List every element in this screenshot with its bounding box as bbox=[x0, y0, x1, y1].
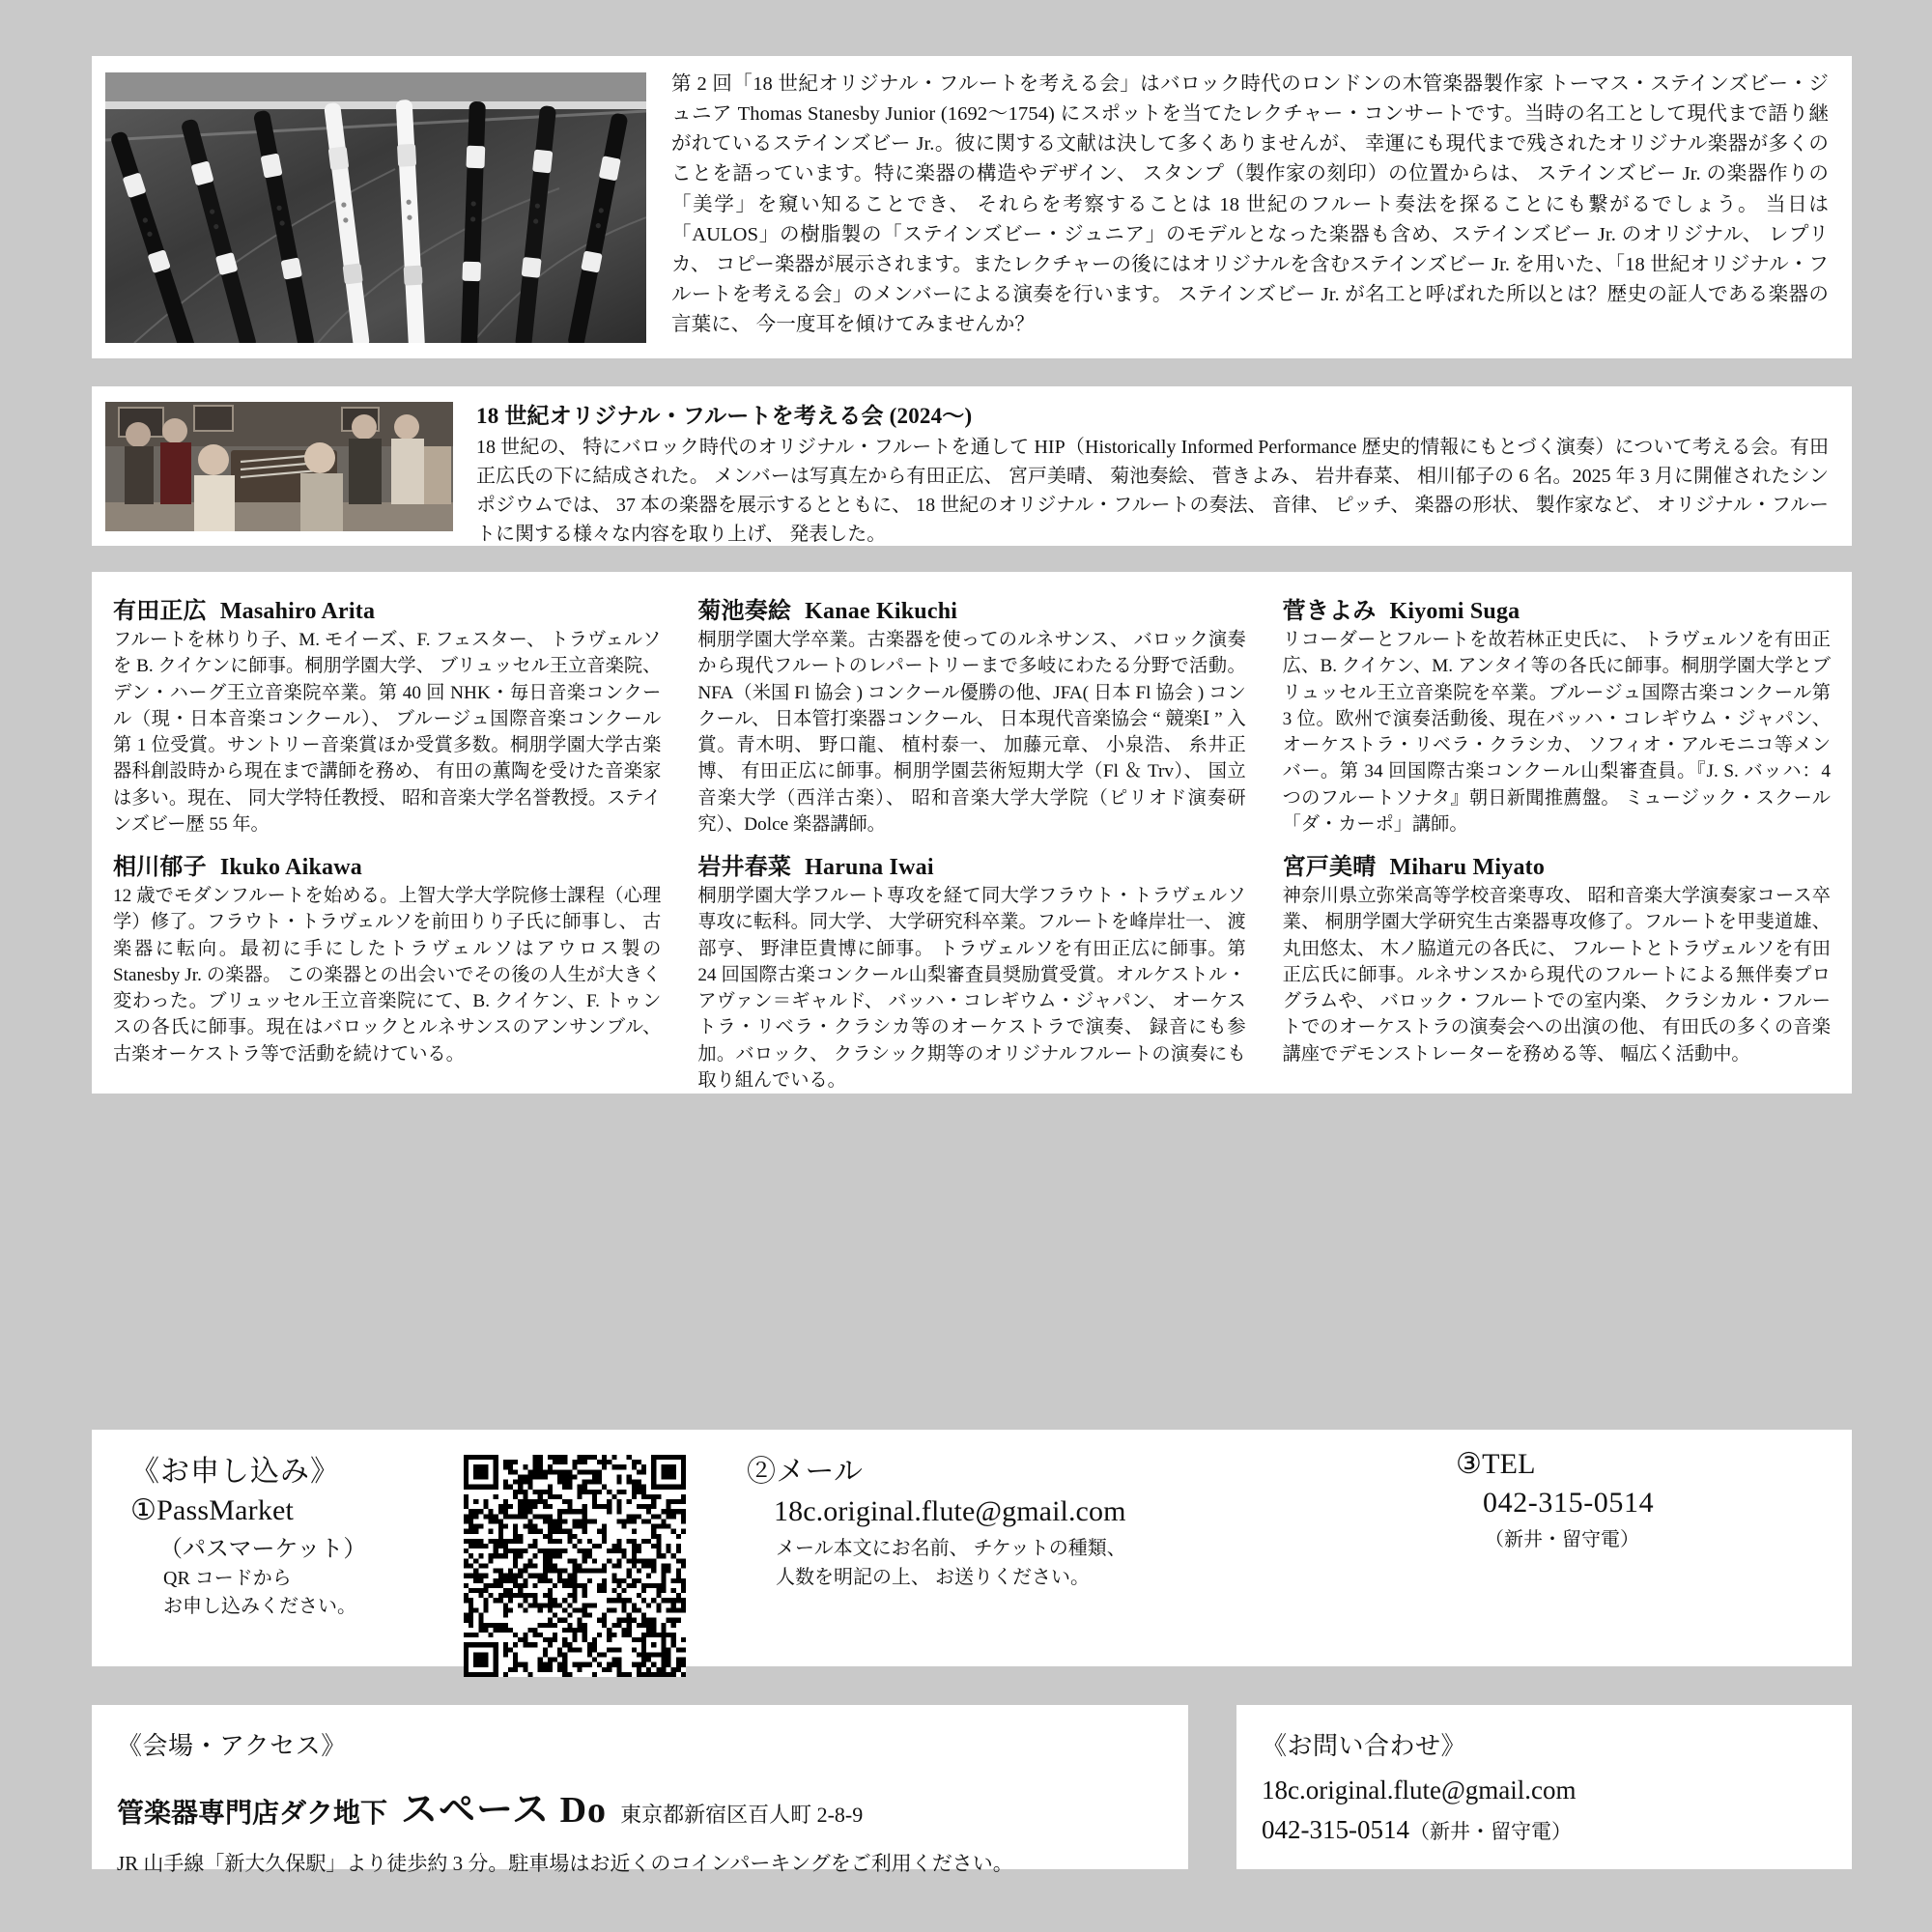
bio-name-ja: 菅きよみ bbox=[1282, 599, 1377, 624]
contact-phone-number: 042-315-0514 bbox=[1262, 1815, 1409, 1844]
venue-address: 東京都新宿区百人町 2-8-9 bbox=[620, 1803, 864, 1827]
bio-name-en: Masahiro Arita bbox=[219, 599, 376, 624]
bio-body-arita: フルートを林りり子、M. モイーズ、F. フェスター、 トラヴェルソを B. クイケンに師事。桐朋学園大学、 ブリュッセル王立音楽院、 デン・ハーグ王立音楽院卒業。第 40 回 NHK・毎日音楽コンクール（現・日本音楽コンクール）、 ブルージュ国際音楽コンクール第 1 位受賞。サントリー音楽賞ほか受賞多数。桐朋学園大学古楽器科創設時から現在まで講師を務め、 有田の薫陶を受けた音楽家は多い。現在、 同大学特任教授、 昭和音楽大学名誉教授。ステインズビー歴 55 年。 bbox=[113, 630, 662, 835]
venue-shop-name: 管楽器専門店ダク地下 bbox=[117, 1799, 388, 1829]
email-instruction-line1: メール本文にお名前、 チケットの種類、 bbox=[776, 1538, 1126, 1559]
application-section bbox=[92, 1430, 1852, 1666]
bio-name-ja: 宮戸美晴 bbox=[1282, 855, 1377, 881]
venue-access-section bbox=[92, 1705, 1188, 1875]
bio-suga bbox=[1283, 585, 1831, 838]
venue-heading: 《会場・アクセス》 bbox=[117, 1732, 347, 1760]
bio-name-arita bbox=[113, 591, 661, 625]
bio-name-en: Kanae Kikuchi bbox=[805, 599, 958, 624]
bio-miyato bbox=[1283, 841, 1831, 1094]
group-title: 18 世紀オリジナル・フルートを考える会 (2024〜) bbox=[476, 404, 973, 428]
contact-phone[interactable] bbox=[1262, 1815, 1827, 1845]
bio-name-ja: 有田正広 bbox=[113, 599, 207, 624]
bio-name-ja: 菊池奏絵 bbox=[697, 599, 792, 624]
bio-arita bbox=[113, 585, 661, 838]
application-method-tel: ③TEL bbox=[1456, 1448, 1536, 1480]
intro-section bbox=[92, 56, 1852, 358]
bio-iwai bbox=[697, 841, 1245, 1094]
passmarket-kana: （パスマーケット） bbox=[159, 1537, 367, 1562]
phone-note: （新井・留守電） bbox=[1485, 1529, 1639, 1550]
contact-email[interactable]: 18c.original.flute@gmail.com bbox=[1262, 1776, 1577, 1804]
email-instruction-line2: 人数を明記の上、 お送りください。 bbox=[776, 1567, 1090, 1588]
bio-body-iwai: 桐朋学園大学フルート専攻を経て同大学フラウト・トラヴェルソ専攻に転科。同大学、 大学研究科卒業。フルートを峰岸壮一、 渡部亨、 野津臣貴博に師事。 トラヴェルソを有田正広に師事。第 24 回国際古楽コンクール山梨審査員奨励賞受賞。オルケストル・アヴァン＝ギャルド、 バッハ・コレギウム・ジャパン、 オーケストラ・リベラ・クラシカ等のオーケストラで演奏、 録音にも参加。バロック、 クラシック期等のオリジナルフルートの演奏にも取り組んでいる。 bbox=[697, 886, 1246, 1091]
application-method-email: ②メール bbox=[747, 1456, 864, 1488]
venue-access-note: JR 山手線「新大久保駅」より徒歩約 3 分。駐車場はお近くのコインパーキングをご利用ください。 bbox=[117, 1852, 1013, 1875]
bio-name-en: Haruna Iwai bbox=[805, 855, 934, 881]
bio-name-en: Ikuko Aikawa bbox=[219, 855, 362, 881]
bio-name-en: Kiyomi Suga bbox=[1389, 599, 1520, 624]
group-section bbox=[92, 386, 1852, 546]
group-body: 18 世紀の、 特にバロック時代のオリジナル・フルートを通して HIP（Historically Informed Performance 歴史的情報にもとづく演奏）について考える会。有田正広氏の下に結成された。 メンバーは写真左から有田正広、 宮戸美晴、 菊池奏絵、 菅きよみ、 岩井春菜、 相川郁子の 6 名。2025 年 3 月に開催されたシンポジウムでは、 37 本の楽器を展示するとともに、 18 世紀のオリジナル・フルートの奏法、 音律、 ピッチ、 楽器の形状、 製作家など、 オリジナル・フルートに関する様々な内容を取り上げ、 発表した。 bbox=[476, 437, 1829, 545]
bio-name-suga bbox=[1283, 591, 1831, 625]
members-group-photo bbox=[105, 402, 453, 531]
bio-name-ja: 岩井春菜 bbox=[697, 855, 792, 881]
bio-name-aikawa bbox=[113, 847, 661, 881]
bio-name-miyato bbox=[1283, 847, 1831, 881]
contact-section bbox=[1236, 1705, 1852, 1869]
passmarket-qr-code[interactable] bbox=[464, 1455, 686, 1677]
performer-bios-section bbox=[92, 572, 1852, 1094]
bio-body-suga: リコーダーとフルートを故若林正史氏に、 トラヴェルソを有田正広、B. クイケン、M. アンタイ等の各氏に師事。桐朋学園大学とブリュッセル王立音楽院を卒業。ブルージュ国際古楽コンクール第 3 位。欧州で演奏活動後、現在バッハ・コレギウム・ジャパン、 オーケストラ・リベラ・クラシカ、 ソフィオ・アルモニコ等メンバー。第 34 回国際古楽コンクール山梨審査員。『J. S. バッハ：4 つのフルートソナタ』朝日新聞推薦盤。 ミュージック・スクール「ダ・カーポ」講師。 bbox=[1282, 630, 1831, 835]
contact-phone-note: （新井・留守電） bbox=[1408, 1820, 1572, 1843]
contact-heading: 《お問い合わせ》 bbox=[1262, 1732, 1467, 1760]
bio-body-aikawa: 12 歳でモダンフルートを始める。上智大学大学院修士課程（心理学）修了。フラウト・トラヴェルソを前田りり子氏に師事し、 古楽器に転向。最初に手にしたトラヴェルソはアウロス製の Stanesby Jr. の楽器。 この楽器との出会いでその後の人生が大きく変わった。ブリュッセル王立音楽院にて、B. クイケン、F. トゥンスの各氏に師事。現在はバロックとルネサンスのアンサンブル、 古楽オーケストラ等で活動を続けている。 bbox=[113, 886, 662, 1065]
bio-body-miyato: 神奈川県立弥栄高等学校音楽専攻、 昭和音楽大学演奏家コース卒業、 桐朋学園大学研究生古楽器専攻修了。フルートを甲斐道雄、 丸田悠太、 木ノ脇道元の各氏に、 フルートとトラヴェルソを有田正広氏に師事。ルネサンスから現代のフルートによる無伴奏プログラムや、 バロック・フルートでの室内楽、 クラシカル・フルートでのオーケストラの演奏会への出演の他、 有田氏の多くの音楽講座でデモンストレーターを務める等、 幅広く活動中。 bbox=[1282, 886, 1831, 1065]
bio-name-kikuchi bbox=[697, 591, 1245, 625]
application-heading: 《お申し込み》 bbox=[130, 1456, 340, 1488]
bio-name-en: Miharu Miyato bbox=[1389, 855, 1546, 881]
qr-instruction-line2: お申し込みください。 bbox=[163, 1596, 356, 1617]
application-phone-number[interactable]: 042-315-0514 bbox=[1483, 1487, 1655, 1519]
baroque-flutes-photo bbox=[105, 72, 646, 343]
bio-kikuchi bbox=[697, 585, 1245, 838]
bio-body-kikuchi: 桐朋学園大学卒業。古楽器を使ってのルネサンス、 バロック演奏から現代フルートのレパートリーまで多岐にわたる分野で活動。NFA（米国 Fl 協会 ) コンクール優勝の他、JFA( 日本 Fl 協会 ) コンクール、 日本管打楽器コンクール、 日本現代音楽協会 “ 競楽Ⅰ ” 入賞。青木明、 野口龍、 植村泰一、 加藤元章、 小泉浩、 糸井正博、 有田正広に師事。桐朋学園芸術短期大学（Fl ＆ Trv）、 国立音楽大学（西洋古楽）、 昭和音楽大学大学院（ピリオド演奏研究）、Dolce 楽器講師。 bbox=[697, 630, 1246, 835]
application-email-address[interactable]: 18c.original.flute@gmail.com bbox=[774, 1495, 1126, 1527]
venue-hall-name: スペース Do bbox=[401, 1790, 608, 1831]
qr-instruction-line1: QR コードから bbox=[163, 1568, 292, 1589]
bio-name-ja: 相川郁子 bbox=[113, 855, 207, 881]
application-method-passmarket: ①PassMarket bbox=[130, 1494, 295, 1526]
intro-body: 第 2 回「18 世紀オリジナル・フルートを考える会」はバロック時代のロンドンの木管楽器製作家 トーマス・ステインズビー・ジュニア Thomas Stanesby Junior (1692〜1754) にスポットを当てたレクチャー・コンサートです。当時の名工として現代まで語り継がれているステインズビー Jr.。彼に関する文献は決して多くありませんが、 幸運にも現代まで残されたオリジナル楽器が多くのことを語っています。特に楽器の構造やデザイン、 スタンプ（製作家の刻印）の位置からは、 ステインズビー Jr. の楽器作りの「美学」を窺い知ることでき、 それらを考察することは 18 世紀のフルート奏法を探ることにも繋がるでしょう。 当日は「AULOS」の樹脂製の「ステインズビー・ジュニア」のモデルとなった楽器も含め、ステインズビー Jr. のオリジナル、 レプリカ、 コピー楽器が展示されます。またレクチャーの後にはオリジナルを含むステインズビー Jr. を用いた、「18 世紀オリジナル・フルートを考える会」のメンバーによる演奏を行います。 ステインズビー Jr. が名工と呼ばれた所以とは？歴史の証人である楽器の言葉に、 今一度耳を傾けてみませんか？ bbox=[671, 73, 1829, 336]
bio-name-iwai bbox=[697, 847, 1245, 881]
bio-aikawa bbox=[113, 841, 661, 1094]
